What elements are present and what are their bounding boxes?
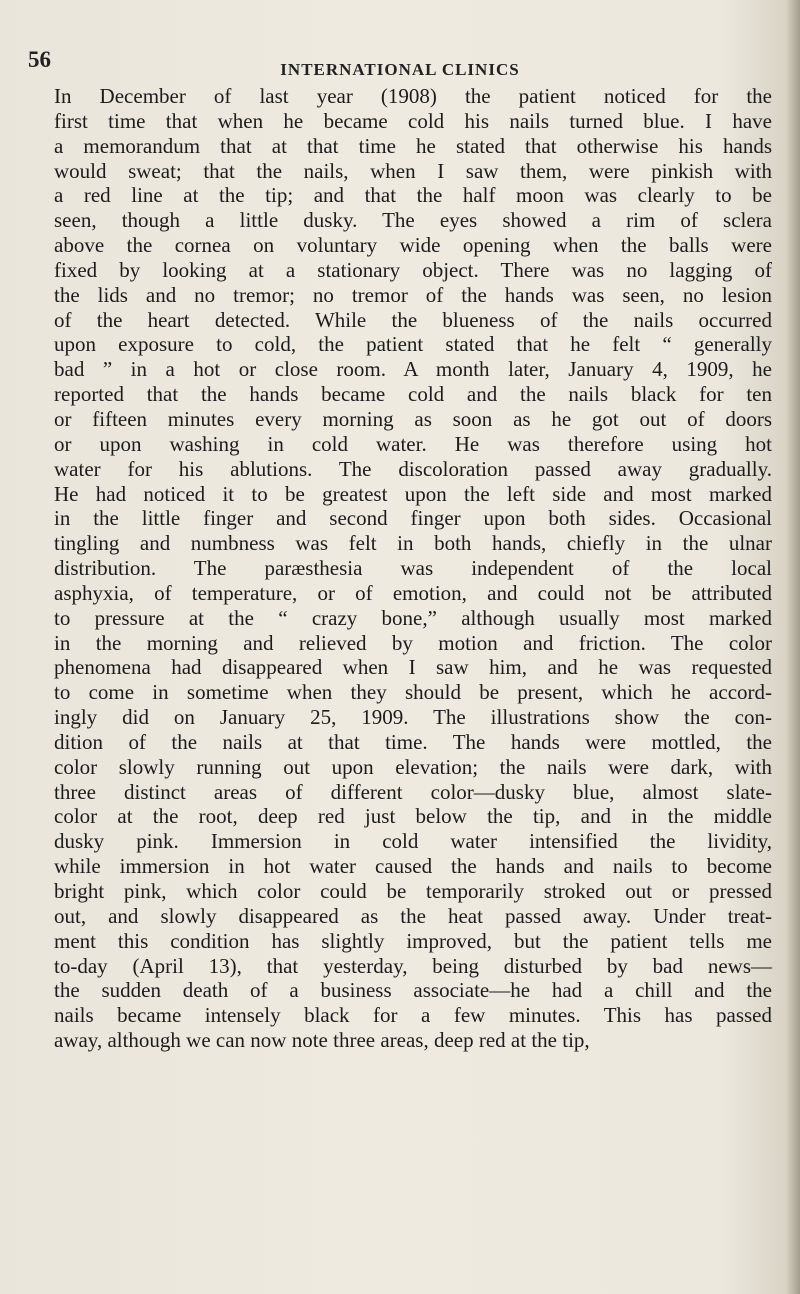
text-line: a red line at the tip; and that the half moon was clearly to be — [54, 183, 772, 208]
text-line: tingling and numbness was felt in both hands, chiefly in the ulnar — [54, 531, 772, 556]
text-line: reported that the hands became cold and the nails black for ten — [54, 382, 772, 407]
running-head: INTERNATIONAL CLINICS — [280, 60, 520, 79]
body-text — [54, 84, 772, 1053]
text-line: to pressure at the “ crazy bone,” although usually most marked — [54, 605, 772, 630]
text-line: above the cornea on voluntary wide opening when the balls were — [54, 233, 772, 258]
text-line: distribution. The paræsthesia was independent of the local — [54, 556, 772, 581]
text-line: ingly did on January 25, 1909. The illustrations show the con- — [54, 705, 772, 730]
text-line: bright pink, which color could be temporarily stroked out or pressed — [54, 879, 772, 903]
text-line: upon exposure to cold, the patient stated that he felt “ generally — [54, 332, 772, 357]
text-line: seen, though a little dusky. The eyes showed a rim of sclera — [54, 208, 772, 233]
text-line: or upon washing in cold water. He was therefore using hot — [54, 431, 772, 456]
page-edge-shadow — [786, 0, 800, 1294]
text-line: three distinct areas of different color—dusky blue, almost slate- — [54, 779, 772, 804]
text-line: to come in sometime when they should be present, which he accord- — [54, 680, 772, 705]
text-line: In December of last year (1908) the patient noticed for the — [54, 84, 772, 108]
text-line: while immersion in hot water caused the hands and nails to become — [54, 854, 772, 879]
text-line: He had noticed it to be greatest upon the left side and most marked — [54, 481, 772, 506]
text-line: or fifteen minutes every morning as soon as he got out of doors — [54, 406, 772, 431]
text-line: to-day (April 13), that yesterday, being disturbed by bad news— — [54, 953, 772, 978]
text-line: would sweat; that the nails, when I saw them, were pinkish with — [54, 158, 772, 183]
text-line: dition of the nails at that time. The hands were mottled, the — [54, 729, 772, 754]
text-line: a memorandum that at that time he stated that otherwise his hands — [54, 133, 772, 158]
text-line: fixed by looking at a stationary object. There was no lagging of — [54, 257, 772, 282]
text-line: color slowly running out upon elevation; the nails were dark, with — [54, 754, 772, 779]
text-line: nails became intensely black for a few minutes. This has passed — [54, 1003, 772, 1028]
text-line: dusky pink. Immersion in cold water intensified the lividity, — [54, 829, 772, 854]
text-line: in the little finger and second finger upon both sides. Occasional — [54, 506, 772, 531]
text-line: the sudden death of a business associate—he had a chill and the — [54, 978, 772, 1003]
text-line: phenomena had disappeared when I saw him, and he was requested — [54, 655, 772, 680]
text-line: color at the root, deep red just below the tip, and in the middle — [54, 804, 772, 829]
text-line: of the heart detected. While the blueness of the nails occurred — [54, 307, 772, 332]
text-line: asphyxia, of temperature, or of emotion, and could not be attributed — [54, 580, 772, 605]
text-line: ment this condition has slightly improved, but the patient tells me — [54, 928, 772, 953]
text-line: away, although we can now note three areas, deep red at the tip, — [54, 1028, 590, 1053]
page-number: 56 — [28, 47, 51, 72]
text-line: the lids and no tremor; no tremor of the hands was seen, no lesion — [54, 282, 772, 307]
text-line: out, and slowly disappeared as the heat passed away. Under treat- — [54, 903, 772, 928]
text-line: water for his ablutions. The discoloration passed away gradually. — [54, 456, 772, 481]
text-line: bad ” in a hot or close room. A month later, January 4, 1909, he — [54, 357, 772, 382]
text-line: in the morning and relieved by motion and friction. The color — [54, 630, 772, 655]
text-line: first time that when he became cold his nails turned blue. I have — [54, 108, 772, 133]
